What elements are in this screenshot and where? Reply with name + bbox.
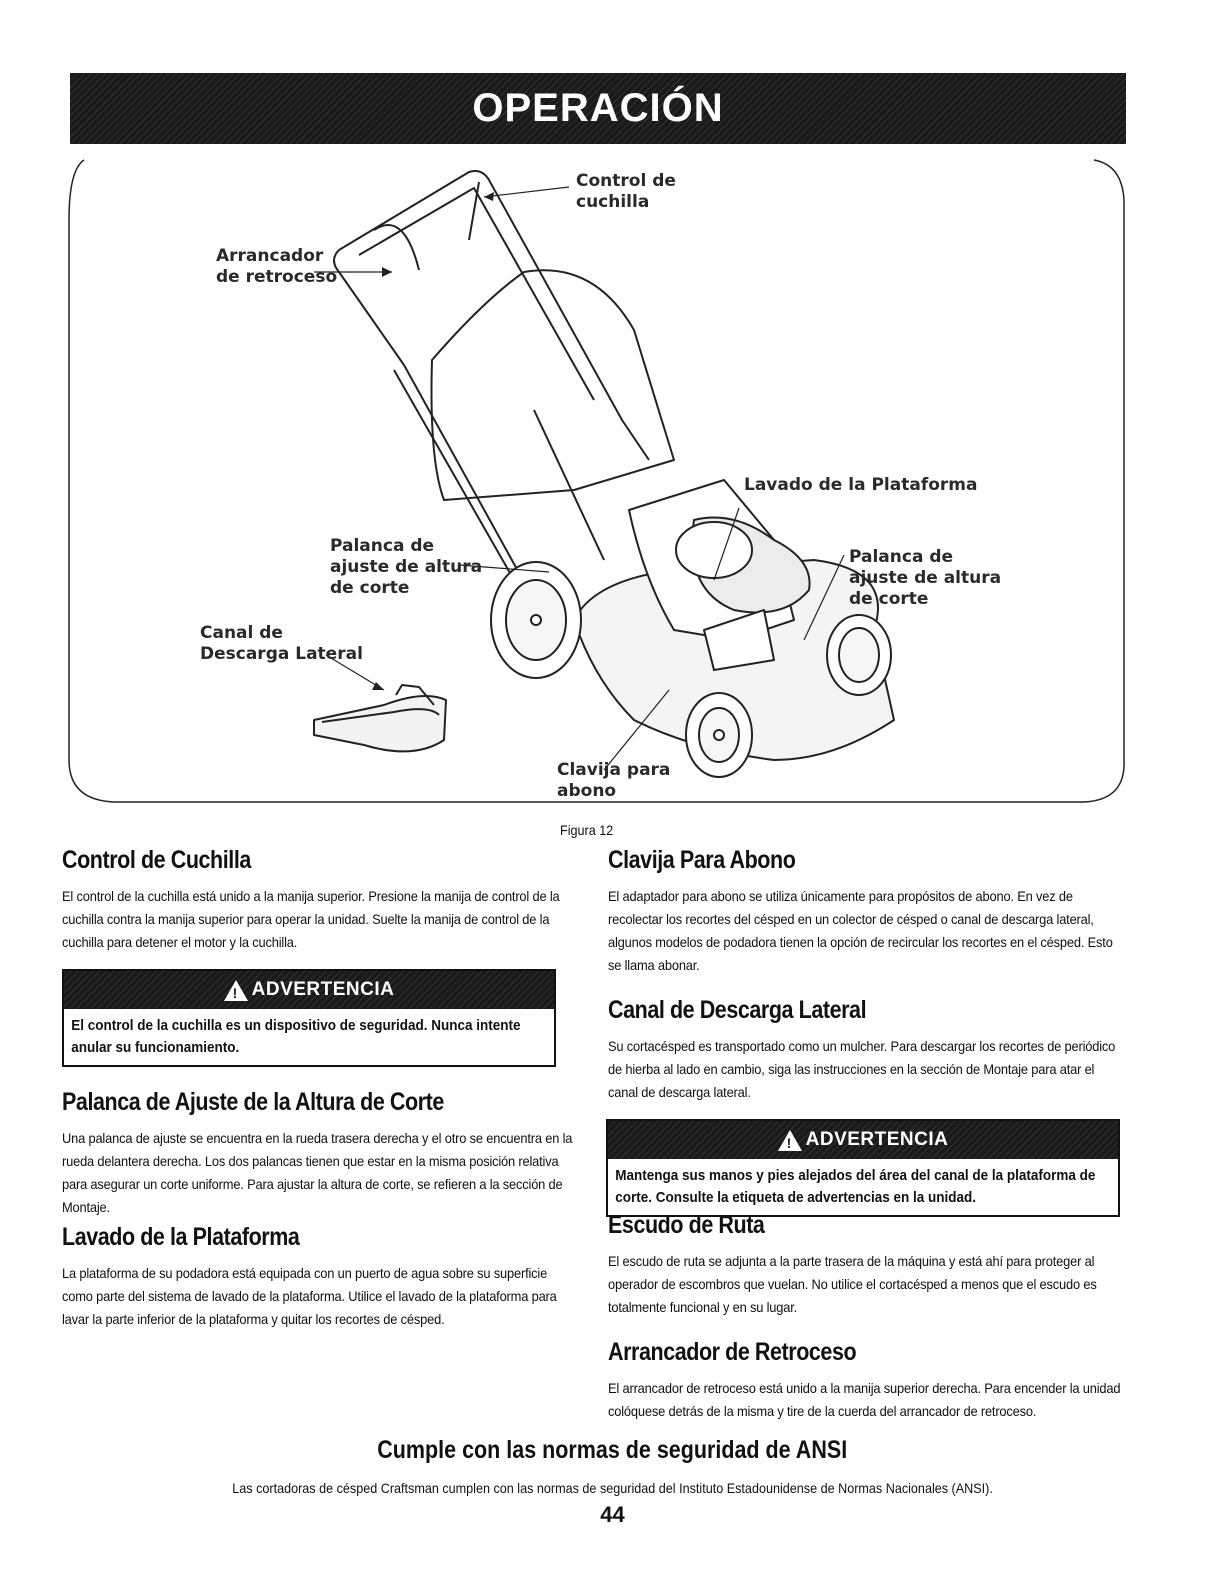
text-deck-wash: La plataforma de su podadora está equipada con un puerto de agua sobre su superficie como parte del sistema de lavado de la plataforma. Utilice el lavado de la plataforma para lavar la parte inferior de la plataforma y quitar los recortes de césped.: [62, 1265, 557, 1327]
callout-height-lever-left: Palanca de ajuste de altura de corte: [330, 536, 483, 598]
ansi-text-block: [0, 1480, 1225, 1496]
heading-trail-shield: Escudo de Ruta: [608, 1211, 765, 1239]
warning-title-right: ADVERTENCIA: [805, 1129, 949, 1150]
warning-text-right: Mantenga sus manos y pies alejados del área del canal de la plataforma de corte. Consulte la etiqueta de advertencias en la unidad.: [615, 1167, 1096, 1206]
heading-blade-control: Control de Cuchilla: [62, 846, 251, 874]
warning-header-right: [608, 1121, 1118, 1159]
text-trail-shield: El escudo de ruta se adjunta a la parte trasera de la máquina y está ahí para proteger al operador de escombros que vuelan. No utilice el cortacésped a menos que el escudo es totalmente funcional y en su lugar.: [608, 1253, 1097, 1315]
mower-figure: [74, 160, 1126, 805]
text-blade-control: El control de la cuchilla está unido a la manija superior. Presione la manija de control de la cuchilla contra la manija superior para operar la unidad. Suelte la manija de control de la cuchilla para detener el motor y la cuchilla.: [62, 888, 560, 950]
section-blade-control: [62, 846, 582, 954]
heading-side-discharge: Canal de Descarga Lateral: [608, 996, 867, 1024]
text-height-lever: Una palanca de ajuste se encuentra en la rueda trasera derecha y el otro se encuentra en la rueda delantera derecha. Los dos palancas tienen que estar en la misma posición relativa para asegurar un corte uniforme. Para ajustar la altura de corte, se refieren a la sección de Montaje.: [62, 1130, 573, 1215]
section-trail-shield: [608, 1211, 1128, 1319]
callout-mulch-plug: Clavija para abono: [557, 760, 671, 801]
callout-deck-wash: Lavado de la Plataforma: [744, 475, 978, 495]
heading-height-lever: Palanca de Ajuste de la Altura de Corte: [62, 1088, 444, 1116]
ansi-heading: Cumple con las normas de seguridad de ANSI: [377, 1436, 848, 1464]
warning-triangle-icon: !: [778, 1130, 802, 1151]
section-recoil-starter: [608, 1338, 1128, 1423]
callout-blade-control: Control de cuchilla: [576, 171, 676, 212]
section-deck-wash: [62, 1223, 582, 1331]
text-side-discharge: Su cortacésped es transportado como un mulcher. Para descargar los recortes de periódico de hierba al lado en cambio, siga las instrucciones en la sección de Montaje para atar el canal de descarga lateral.: [608, 1038, 1116, 1100]
heading-recoil-starter: Arrancador de Retroceso: [608, 1338, 857, 1366]
callout-height-lever-right: Palanca de ajuste de altura de corte: [849, 547, 1002, 609]
warning-triangle-icon: !: [224, 980, 248, 1001]
figure-caption: Figura 12: [560, 822, 614, 838]
warning-title-left: ADVERTENCIA: [251, 979, 395, 1000]
callout-side-discharge: Canal de Descarga Lateral: [200, 623, 363, 664]
heading-deck-wash: Lavado de la Plataforma: [62, 1223, 300, 1251]
text-mulch-plug: El adaptador para abono se utiliza únicamente para propósitos de abono. En vez de recolectar los recortes del césped en un colector de césped o canal de descarga lateral, algunos modelos de podadora tienen la opción de recircular los recortes en el césped. Esto se llama abonar.: [608, 888, 1113, 973]
warning-text-left: El control de la cuchilla es un dispositivo de seguridad. Nunca intente anular su funcionamiento.: [71, 1017, 521, 1056]
heading-mulch-plug: Clavija Para Abono: [608, 846, 796, 874]
section-height-lever: [62, 1088, 582, 1219]
ansi-text: Las cortadoras de césped Craftsman cumplen con las normas de seguridad del Instituto Estadounidense de Normas Nacionales (ANSI).: [232, 1480, 993, 1496]
warning-box-left: [62, 969, 556, 1067]
page-number: 44: [600, 1502, 625, 1527]
section-title: OPERACIÓN: [472, 86, 724, 130]
warning-header-left: [64, 971, 554, 1009]
section-mulch-plug: [608, 846, 1128, 977]
ansi-heading-block: [0, 1436, 1225, 1465]
text-recoil-starter: El arrancador de retroceso está unido a la manija superior derecha. Para encender la unidad colóquese detrás de la misma y tire de la cuerda del arrancador de retroceso.: [608, 1380, 1121, 1419]
warning-box-right: [606, 1119, 1120, 1217]
section-banner: [70, 73, 1126, 144]
callout-recoil-starter: Arrancador de retroceso: [216, 246, 338, 287]
section-side-discharge: [608, 996, 1128, 1104]
